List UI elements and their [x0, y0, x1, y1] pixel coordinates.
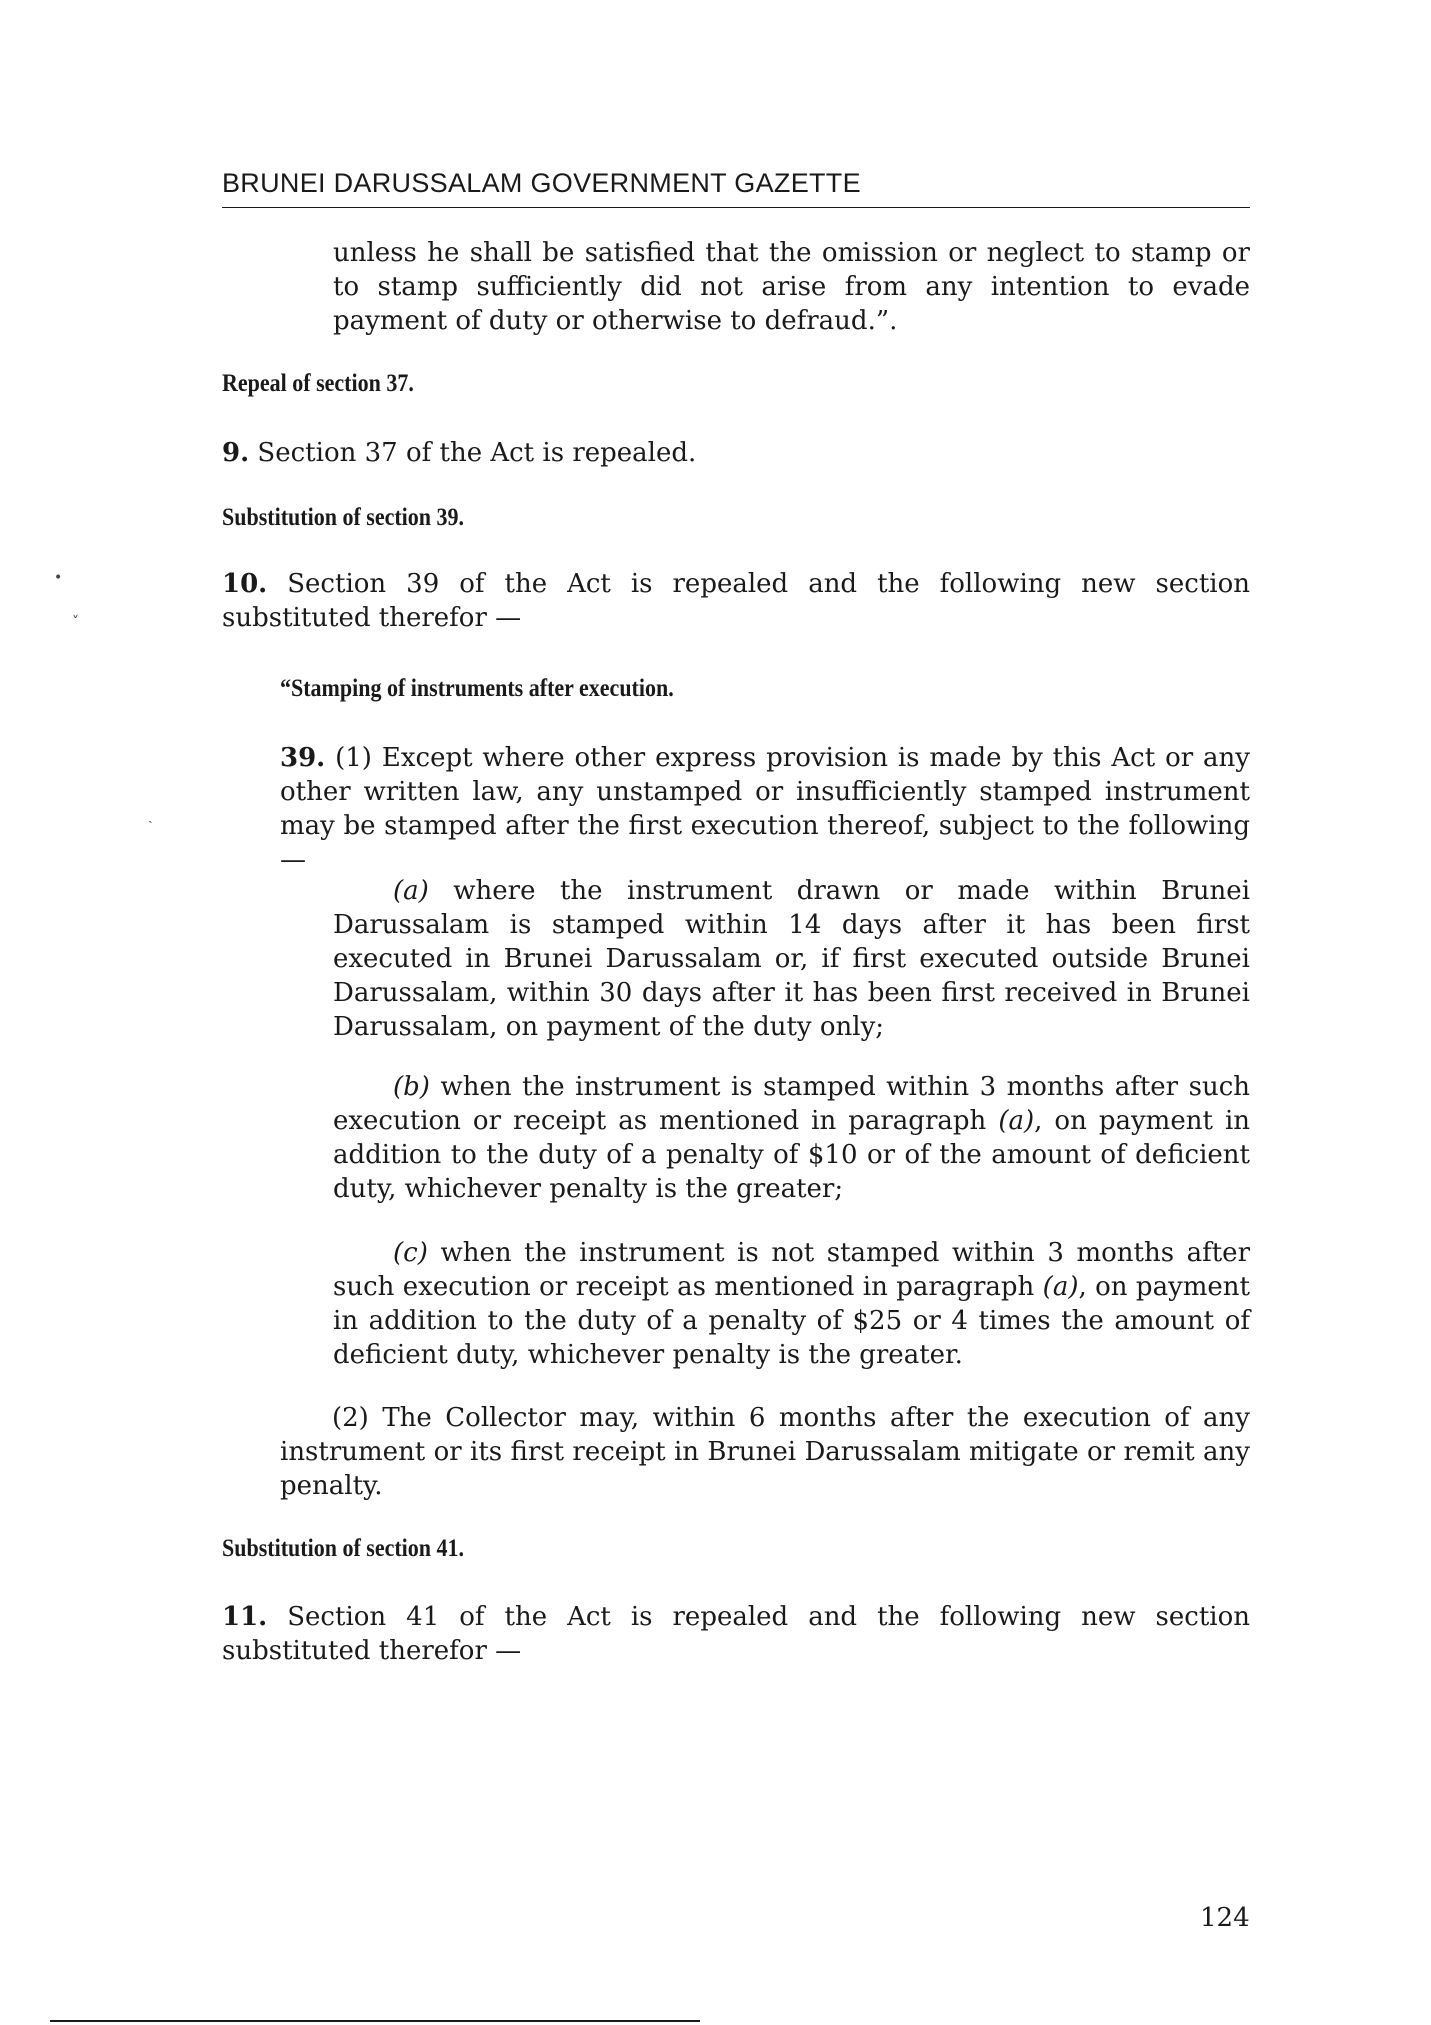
- paragraph-c-label: (c): [393, 1238, 428, 1268]
- paragraph-c-text-1: when the instrument is not stamped within 3 months after such execution or receipt as mentioned in paragraph: [333, 1238, 1251, 1302]
- section-39-number: 39.: [280, 743, 326, 773]
- section-9-paragraph: [222, 436, 1250, 470]
- paragraph-b-text-2: , on payment in addition to the duty of a penalty of $10 or of the amount of deficient duty, whichever penalty is the greater;: [333, 1106, 1251, 1204]
- paragraph-c: [333, 1236, 1250, 1372]
- scan-speck-mark: ˅: [72, 614, 79, 630]
- section-10-number: 10.: [222, 569, 268, 599]
- footer-rule: [50, 2020, 700, 2022]
- continuation-paragraph: [333, 236, 1250, 338]
- scan-speck-mark: ˎ: [148, 808, 153, 824]
- paragraph-a: [333, 874, 1250, 1044]
- continuation-text: unless he shall be satisfied that the omission or neglect to stamp or to stamp sufficiently did not arise from any intention to evade payment of duty or otherwise to defraud.”.: [333, 238, 1250, 336]
- section-11-paragraph: [222, 1600, 1250, 1668]
- paragraph-b-ref: (a): [998, 1106, 1035, 1136]
- section-9-number: 9.: [222, 438, 250, 468]
- heading-stamping-after-execution: “Stamping of instruments after execution.: [280, 675, 674, 702]
- section-39-2-paragraph: [280, 1401, 1250, 1503]
- page-number: 124: [1200, 1903, 1250, 1933]
- section-11-text: Section 41 of the Act is repealed and the following new section substituted therefor —: [222, 1602, 1250, 1666]
- section-11-number: 11.: [222, 1602, 268, 1632]
- paragraph-a-text: where the instrument drawn or made within Brunei Darussalam is stamped within 14 days after it has been first executed in Brunei Darussalam or, if first executed outside Brunei Darussalam, within 30 days after it has been first received in Brunei Darussalam, on payment of the duty only;: [333, 876, 1251, 1042]
- section-10-paragraph: [222, 567, 1250, 635]
- heading-substitution-section-41: Substitution of section 41.: [222, 1535, 465, 1562]
- heading-repeal-section-37: Repeal of section 37.: [222, 370, 414, 397]
- gazette-header-title: BRUNEI DARUSSALAM GOVERNMENT GAZETTE: [222, 168, 861, 198]
- subsection-2-label: (2): [332, 1403, 369, 1433]
- header-rule: [222, 207, 1250, 208]
- paragraph-b-text-1: when the instrument is stamped within 3 months after such execution or receipt as mentioned in paragraph: [333, 1072, 1251, 1136]
- scan-speck-mark: •: [54, 570, 63, 586]
- section-10-text: Section 39 of the Act is repealed and the following new section substituted therefor —: [222, 569, 1250, 633]
- paragraph-c-ref: (a): [1042, 1272, 1079, 1302]
- subsection-1-label: (1): [335, 743, 372, 773]
- paragraph-c-text-2: , on payment in addition to the duty of a penalty of $25 or 4 times the amount of deficient duty, whichever penalty is the greater.: [333, 1272, 1250, 1370]
- section-9-text: Section 37 of the Act is repealed.: [257, 438, 697, 468]
- section-39-2-text: The Collector may, within 6 months after the execution of any instrument or its first receipt in Brunei Darussalam mitigate or remit any penalty.: [280, 1403, 1250, 1501]
- paragraph-b-label: (b): [393, 1072, 430, 1102]
- paragraph-a-label: (a): [393, 876, 429, 906]
- section-39-1-paragraph: [280, 741, 1250, 877]
- heading-substitution-section-39: Substitution of section 39.: [222, 504, 465, 531]
- paragraph-b: [333, 1070, 1250, 1206]
- section-39-1-text: Except where other express provision is made by this Act or any other written law, any unstamped or insufficiently stamped instrument may be stamped after the first execution thereof, subject to the following —: [280, 743, 1250, 875]
